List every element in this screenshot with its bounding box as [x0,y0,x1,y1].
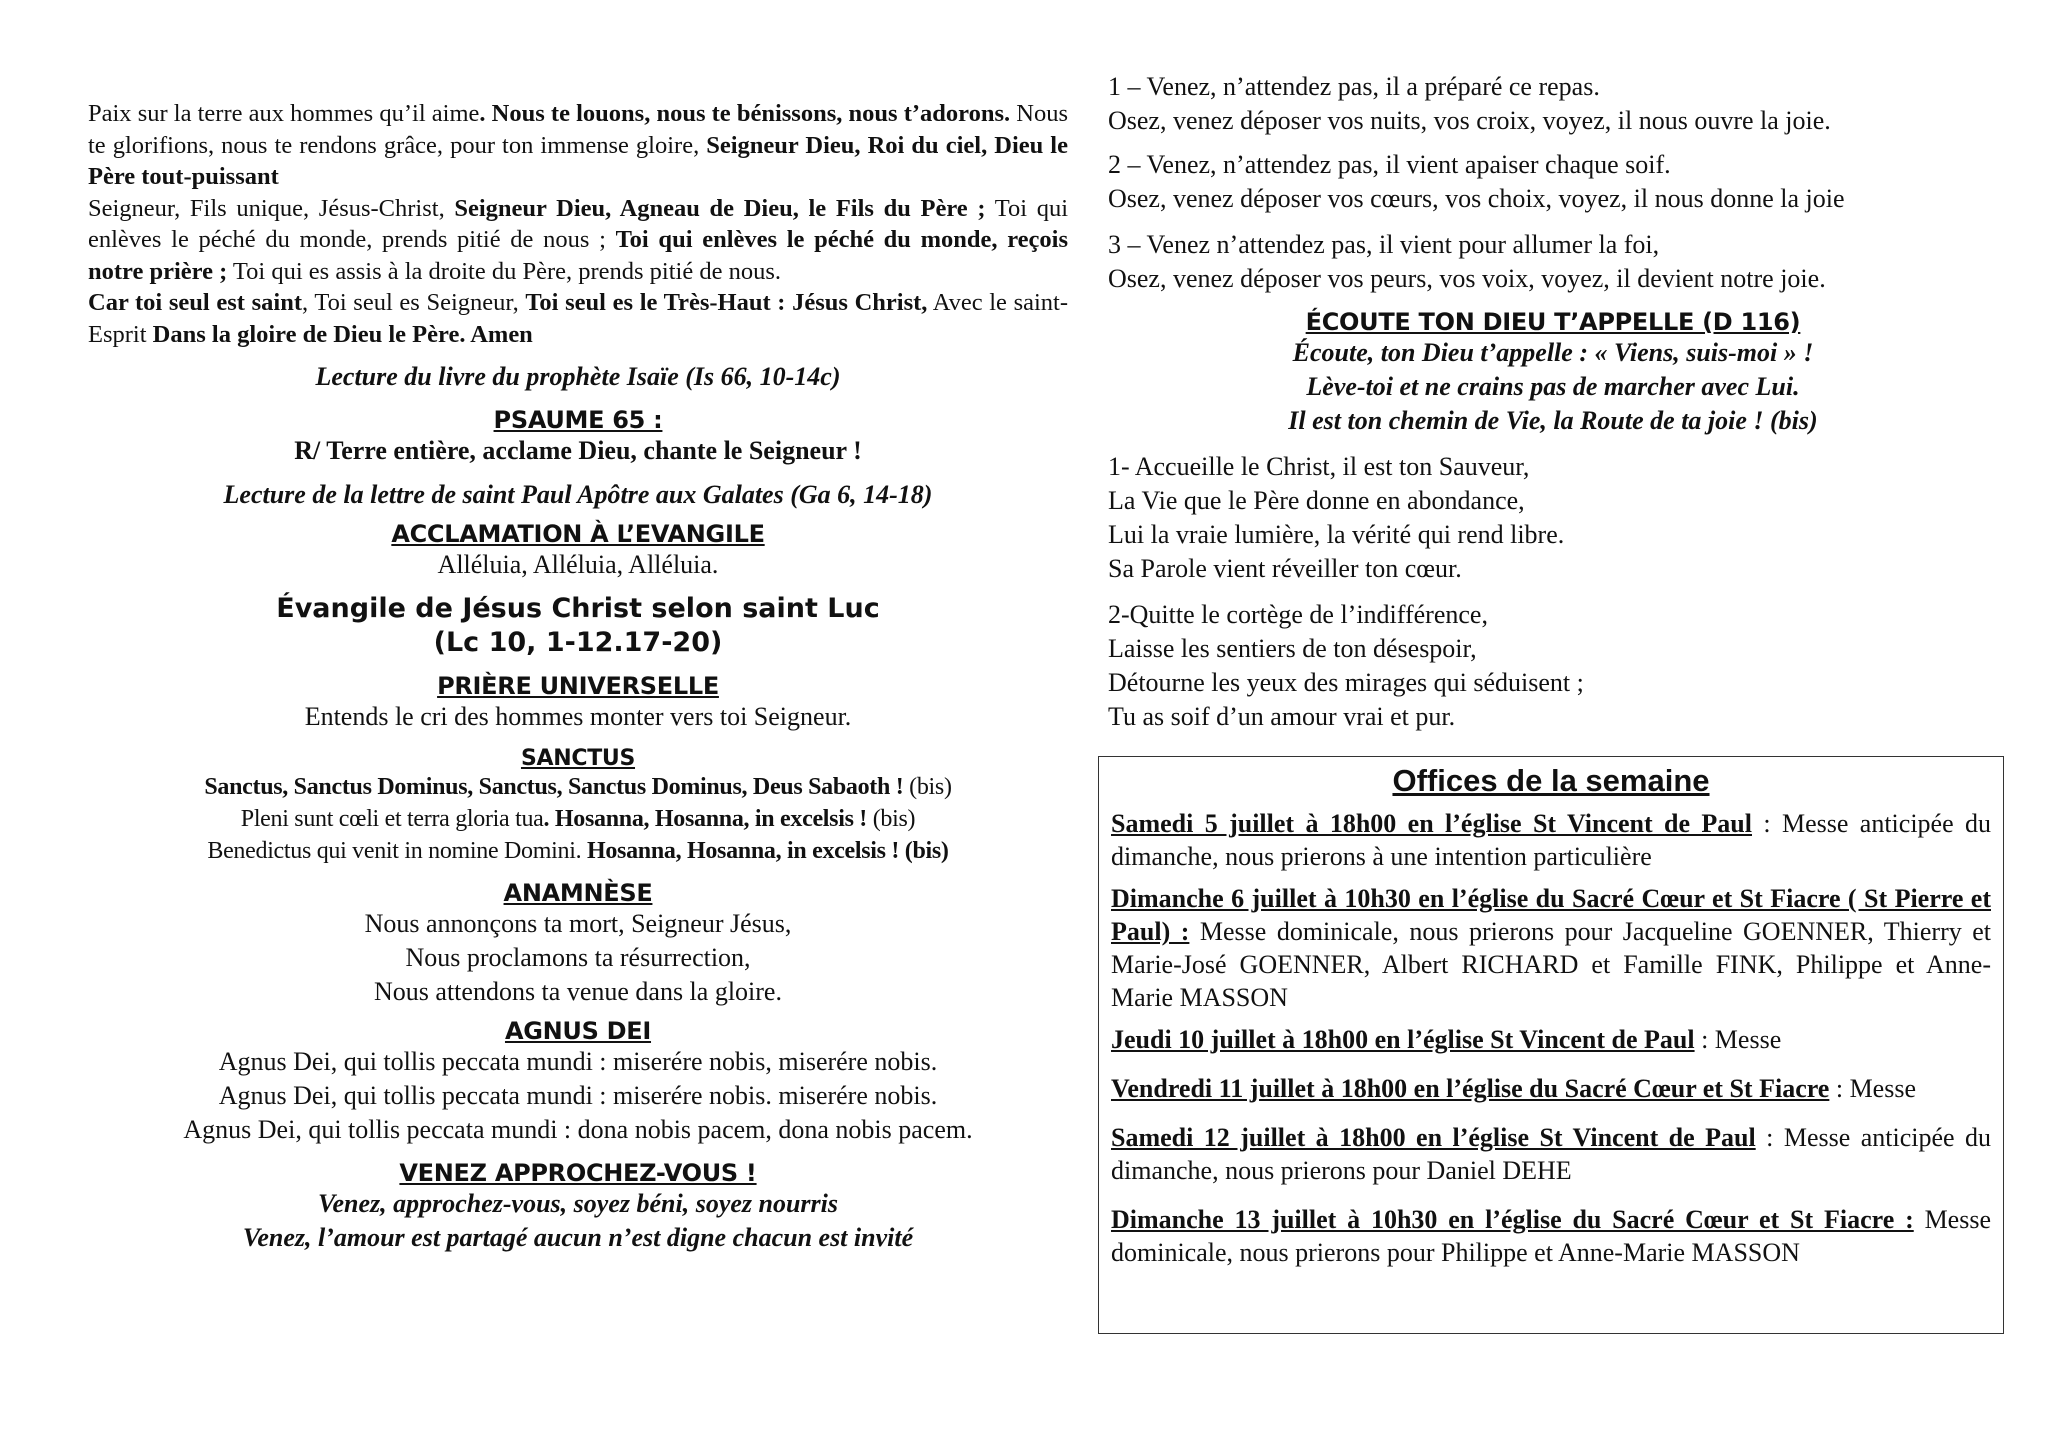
office-entry [1111,1203,1991,1269]
sanctus-part: (bis) [867,806,916,832]
office-details: Messe dominicale, nous prierons pour Jacqueline GOENNER, Thierry et Marie-José GOENNER, Albert RICHARD et Famille FINK, Philippe et Anne-Marie MASSON [1111,917,1991,1012]
office-details: Messe dominicale, nous prierons pour Philippe et Anne-Marie MASSON [1111,1205,1991,1267]
gloria-part: Toi seul es le Très-Haut : Jésus Christ, [525,289,928,316]
gloria-part: Seigneur Dieu, Roi du ciel, Dieu le Père tout-puissant [88,131,1068,190]
office-date: Dimanche 13 juillet à 10h30 en l’église du Sacré Cœur et St Fiacre : [1111,1205,1914,1234]
agnus-line: Agnus Dei, qui tollis peccata mundi : miserére nobis, miserére nobis. [218,1047,938,1076]
acclamation-heading: ACCLAMATION À L’EVANGILE [391,520,765,548]
sanctus-part: Hosanna, Hosanna, in excelsis ! (bis) [586,838,949,864]
gloria-part: , Toi seul es Seigneur, [301,289,526,316]
agnus-heading: AGNUS DEI [504,1017,652,1045]
prayer-text: Entends le cri des hommes monter vers toi Seigneur. [304,702,852,731]
gloria-part: Dans la gloire de Dieu le Père. Amen [152,320,533,348]
agnus-text [88,1045,1068,1147]
reading-isaiah: Lecture du livre du prophète Isaïe (Is 66, 10-14c) [315,362,841,391]
anamnese-line: Nous proclamons ta résurrection, [405,943,751,972]
office-entry [1111,1121,1991,1187]
stanza-1 [1108,450,1998,586]
stanza-line: Détourne les yeux des mirages qui séduisent ; [1108,668,1584,697]
venez-verse-3 [1108,228,1998,296]
venez-verse-1 [1108,70,1998,138]
anamnese-heading: ANAMNÈSE [503,879,653,907]
gloria-part: Paix sur la terre aux hommes qu’il aime [88,100,480,127]
psalm-refrain: R/ Terre entière, acclame Dieu, chante le Seigneur ! [294,436,862,465]
office-date: Samedi 12 juillet à 18h00 en l’église St Vincent de Paul [1111,1123,1756,1152]
acclamation-text: Alléluia, Alléluia, Alléluia. [437,550,719,579]
stanza-line: La Vie que le Père donne en abondance, [1108,486,1525,515]
office-details: : Messe anticipée du dimanche, nous prierons pour Daniel DEHE [1111,1123,1991,1185]
sanctus-part: . Hosanna, Hosanna, in excelsis ! [543,806,868,832]
stanza-line: Tu as soif d’un amour vrai et pur. [1108,702,1456,731]
stanza-2 [1108,598,1998,734]
office-date: Samedi 5 juillet à 18h00 en l’église St Vincent de Paul [1111,809,1752,838]
refrain-line: Il est ton chemin de Vie, la Route de ta joie ! (bis) [1288,406,1818,435]
office-details: : Messe [1694,1025,1782,1054]
sanctus-part: (bis) [903,774,952,800]
office-entry [1111,1023,1991,1056]
verse-line: 1 – Venez, n’attendez pas, il a préparé ce repas. [1108,72,1600,101]
ecoute-heading: ÉCOUTE TON DIEU T’APPELLE (D 116) [1305,308,1801,336]
right-column [1108,0,1998,734]
offices-box [1098,756,2004,1334]
venez-refrain [88,1187,1068,1255]
refrain-line: Lève-toi et ne crains pas de marcher avec Lui. [1306,372,1800,401]
gloria-part: . Nous te louons, nous te bénissons, nous t’adorons. [479,100,1011,127]
office-details: : Messe [1829,1074,1917,1103]
venez-line: Venez, approchez-vous, soyez béni, soyez nourris [317,1189,839,1218]
gloria-part: Toi qui es assis à la droite du Père, prends pitié de nous. [227,257,782,285]
anamnese-line: Nous attendons ta venue dans la gloire. [374,977,782,1006]
venez-line: Venez, l’amour est partagé aucun n’est digne chacun est invité [242,1223,914,1252]
gloria-part: Avec le saint-Esprit [88,289,1068,348]
sanctus-text [88,771,1068,867]
psalm-heading: PSAUME 65 : [493,406,663,434]
agnus-line: Agnus Dei, qui tollis peccata mundi : dona nobis pacem, dona nobis pacem. [183,1115,973,1144]
stanza-line: 1- Accueille le Christ, il est ton Sauveur, [1108,452,1530,481]
gospel-title [88,592,1068,660]
gospel-line: Évangile de Jésus Christ selon saint Luc [276,593,880,624]
sanctus-part: Pleni sunt cœli et terra gloria tua [240,806,544,832]
stanza-line: 2-Quitte le cortège de l’indifférence, [1108,600,1488,629]
stanza-line: Sa Parole vient réveiller ton cœur. [1108,554,1462,583]
office-entry [1111,882,1991,1014]
left-column [88,0,1068,1255]
venez-heading: VENEZ APPROCHEZ-VOUS ! [399,1159,757,1187]
office-entry [1111,1072,1991,1105]
agnus-line: Agnus Dei, qui tollis peccata mundi : miserére nobis. miserére nobis. [218,1081,938,1110]
verse-line: Osez, venez déposer vos peurs, vos voix, voyez, il devient notre joie. [1108,264,1826,293]
ecoute-refrain [1108,336,1998,438]
sanctus-heading: SANCTUS [520,746,636,771]
gloria-part: Car toi seul est saint [88,289,302,316]
stanza-line: Laisse les sentiers de ton désespoir, [1108,634,1477,663]
gloria-part: Toi qui enlèves le péché du monde, reçois notre prière ; [88,226,1068,285]
prayer-heading: PRIÈRE UNIVERSELLE [437,672,719,700]
verse-line: Osez, venez déposer vos cœurs, vos choix, voyez, il nous donne la joie [1108,184,1845,213]
stanza-line: Lui la vraie lumière, la vérité qui rend libre. [1108,520,1565,549]
reading-galatians: Lecture de la lettre de saint Paul Apôtre aux Galates (Ga 6, 14-18) [223,480,933,509]
gloria-part: Seigneur Dieu, Agneau de Dieu, le Fils du Père ; [454,194,986,222]
verse-line: Osez, venez déposer vos nuits, vos croix, voyez, il nous ouvre la joie. [1108,106,1831,135]
gloria-part: Toi qui enlèves le péché du monde, prends pitié de nous ; [88,194,1068,253]
office-date: Jeudi 10 juillet à 18h00 en l’église St Vincent de Paul [1111,1025,1695,1054]
office-date: Vendredi 11 juillet à 18h00 en l’église du Sacré Cœur et St Fiacre [1111,1074,1830,1103]
office-entry [1111,807,1991,873]
offices-title: Offices de la semaine [1392,763,1710,798]
sanctus-part: Benedictus qui venit in nomine Domini. [207,838,587,864]
verse-line: 2 – Venez, n’attendez pas, il vient apaiser chaque soif. [1108,150,1671,179]
gloria-part: Seigneur, Fils unique, Jésus-Christ, [88,194,455,222]
gloria-part: Nous te glorifions, nous te rendons grâce, pour ton immense gloire, [88,100,1069,159]
sanctus-part: Sanctus, Sanctus Dominus, Sanctus, Sanctus Dominus, Deus Sabaoth ! [204,774,904,800]
refrain-line: Écoute, ton Dieu t’appelle : « Viens, suis-moi » ! [1292,338,1814,367]
venez-verse-2 [1108,148,1998,216]
gospel-reference: (Lc 10, 1-12.17-20) [433,627,723,658]
anamnese-text [88,907,1068,1009]
office-details: : Messe anticipée du dimanche, nous prierons à une intention particulière [1111,809,1991,871]
office-date: Dimanche 6 juillet à 10h30 en l’église du Sacré Cœur et St Fiacre ( St Pierre et Paul) : [1111,884,1991,946]
gloria-text [88,98,1068,350]
anamnese-line: Nous annonçons ta mort, Seigneur Jésus, [364,909,792,938]
verse-line: 3 – Venez n’attendez pas, il vient pour allumer la foi, [1108,230,1660,259]
